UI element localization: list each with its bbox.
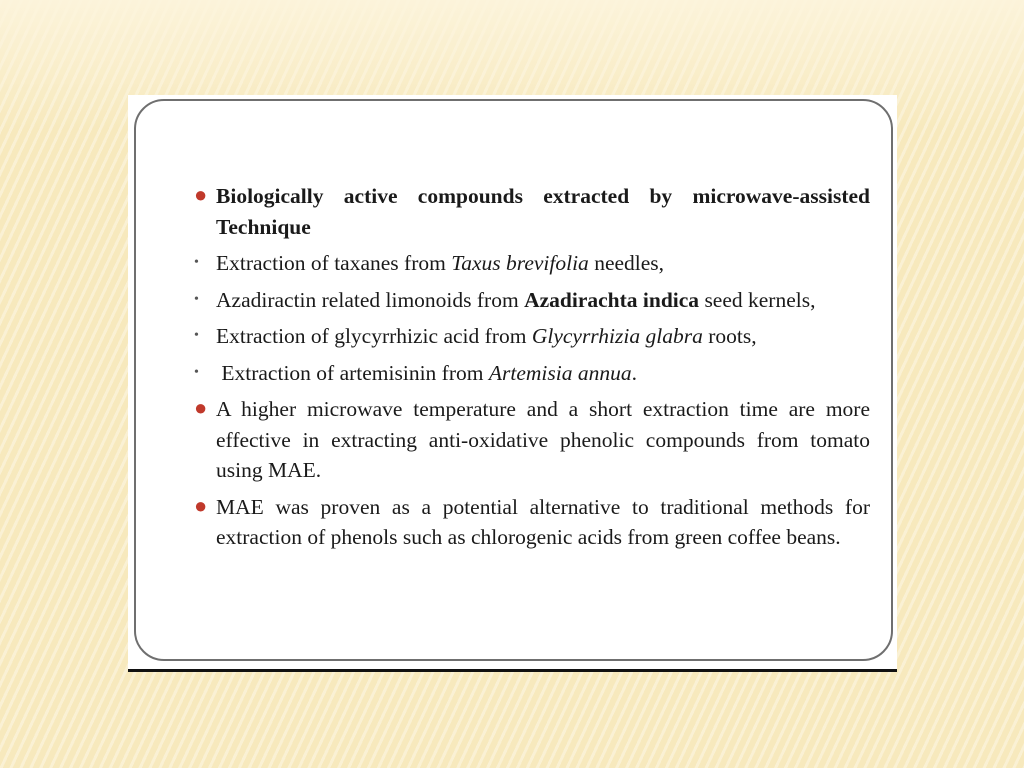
species-name: Taxus brevifolia	[451, 251, 589, 275]
small-bullet-icon: •	[194, 291, 199, 307]
heading-text: Biologically active compounds extracted by microwave-assisted Technique	[216, 184, 870, 239]
point-text: A higher microwave temperature and a short extraction time are more effective in extracting anti-oxidative phenolic compounds from tomato using MAE.	[216, 397, 870, 482]
species-name: Azadirachta indica	[524, 287, 700, 312]
bullet-dot-icon: ●	[194, 492, 208, 518]
example-item: • Extraction of taxanes from Taxus brevifolia needles,	[194, 248, 870, 279]
small-bullet-icon: •	[194, 328, 199, 343]
species-name: Glycyrrhizia glabra	[531, 324, 703, 348]
species-name: Artemisia annua	[488, 360, 632, 385]
small-bullet-icon: •	[194, 364, 199, 380]
bullet-list	[194, 181, 870, 559]
example-item: • Extraction of glycyrrhizic acid from Glycyrrhizia glabra roots,	[194, 321, 870, 352]
point-item	[194, 394, 870, 486]
bullet-dot-icon: ●	[194, 395, 208, 420]
slide-content-image	[128, 95, 897, 672]
small-bullet-icon: •	[194, 255, 199, 270]
heading-item	[194, 181, 870, 242]
point-item	[194, 492, 870, 553]
point-text: MAE was proven as a potential alternative to traditional methods for extraction of phenols such as chlorogenic acids from green coffee beans.	[216, 494, 870, 549]
bullet-dot-icon: ●	[194, 182, 208, 207]
rounded-text-frame	[134, 99, 893, 661]
example-item: • Extraction of artemisinin from Artemisia annua.	[194, 358, 870, 389]
example-item: • Azadiractin related limonoids from Azadirachta indica seed kernels,	[194, 285, 870, 316]
